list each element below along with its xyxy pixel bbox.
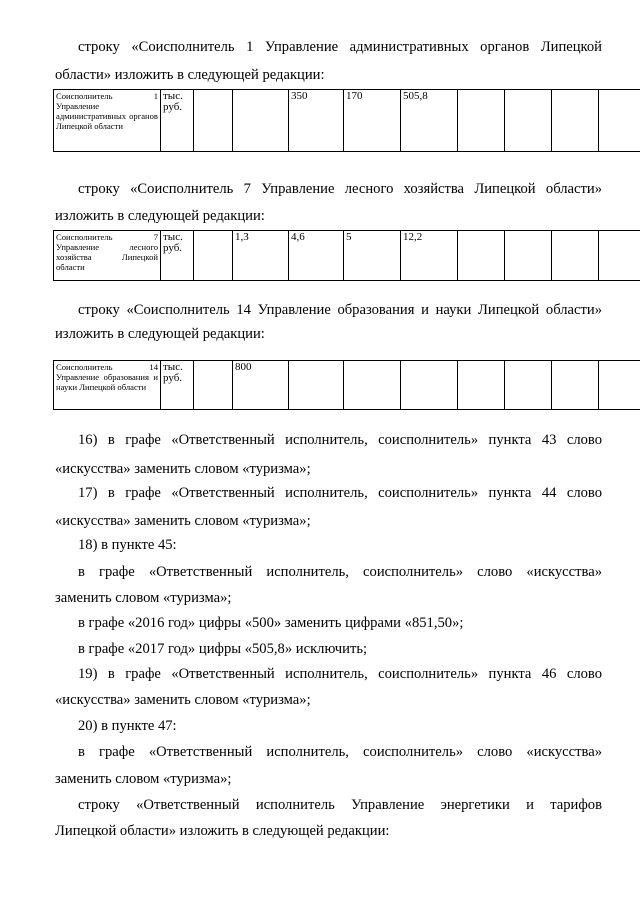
paragraph-line: «искусства» заменить словом «туризма»; (55, 513, 311, 529)
table-row (54, 90, 640, 152)
paragraph-line: 19) в графе «Ответственный исполнитель, соисполнитель» пункта 46 слово (78, 666, 602, 682)
value-cell (233, 90, 289, 152)
co-executor-number: 1 (153, 91, 158, 101)
co-executor-number: 14 (149, 362, 158, 372)
co-executor-cell (54, 231, 161, 281)
paragraph-line: 20) в пункте 47: (78, 718, 177, 734)
paragraph-line: строку «Соисполнитель 1 Управление административных органов Липецкой (78, 39, 602, 55)
value-cell (505, 361, 552, 410)
value-cell: 12,2 (401, 231, 458, 281)
value-cell: 170 (344, 90, 401, 152)
value-cell (552, 90, 599, 152)
value-cell (505, 231, 552, 281)
paragraph-line: в графе «2017 год» цифры «505,8» исключить; (78, 641, 368, 657)
table-row (54, 231, 640, 281)
unit-cell: тыс. руб. (161, 231, 194, 281)
value-cell (458, 231, 505, 281)
value-cell: 5 (344, 231, 401, 281)
table-row (54, 361, 640, 410)
value-cell (194, 90, 233, 152)
amendment-table (53, 360, 640, 410)
paragraph-line: строку «Ответственный исполнитель Управление энергетики и тарифов (78, 797, 602, 813)
co-executor-label: Соисполнитель (56, 362, 113, 372)
value-cell (289, 361, 344, 410)
value-cell (401, 361, 458, 410)
paragraph-line: «искусства» заменить словом «туризма»; (55, 692, 311, 708)
unit-cell: тыс. руб. (161, 361, 194, 410)
co-executor-name: Управление образования и науки Липецкой области (56, 372, 158, 392)
co-executor-name: Управление административных органов Липецкой области (56, 101, 158, 131)
value-cell: 4,6 (289, 231, 344, 281)
value-cell: 505,8 (401, 90, 458, 152)
co-executor-label: Соисполнитель (56, 232, 113, 242)
amendment-table (53, 230, 640, 281)
paragraph-line: строку «Соисполнитель 14 Управление образования и науки Липецкой области» (78, 302, 602, 318)
value-cell (599, 361, 640, 410)
paragraph-line: изложить в следующей редакции: (55, 326, 265, 342)
value-cell (599, 231, 640, 281)
co-executor-cell (54, 361, 161, 410)
value-cell: 1,3 (233, 231, 289, 281)
paragraph-line: в графе «Ответственный исполнитель, соисполнитель» слово «искусства» (78, 564, 602, 580)
paragraph-line: строку «Соисполнитель 7 Управление лесного хозяйства Липецкой области» (78, 181, 602, 197)
value-cell (458, 361, 505, 410)
paragraph-line: в графе «Ответственный исполнитель, соисполнитель» слово «искусства» (78, 744, 602, 760)
paragraph-line: 16) в графе «Ответственный исполнитель, соисполнитель» пункта 43 слово (78, 432, 602, 448)
paragraph-line: области» изложить в следующей редакции: (55, 67, 325, 83)
paragraph-line: заменить словом «туризма»; (55, 590, 232, 606)
paragraph-line: Липецкой области» изложить в следующей редакции: (55, 823, 390, 839)
paragraph-line: в графе «2016 год» цифры «500» заменить цифрами «851,50»; (78, 615, 464, 631)
value-cell (552, 231, 599, 281)
co-executor-name: Управление лесного хозяйства Липецкой области (56, 242, 158, 272)
paragraph-line: 18) в пункте 45: (78, 537, 177, 553)
value-cell: 800 (233, 361, 289, 410)
value-cell (344, 361, 401, 410)
co-executor-number: 7 (153, 232, 158, 242)
value-cell (458, 90, 505, 152)
paragraph-line: «искусства» заменить словом «туризма»; (55, 461, 311, 477)
value-cell (552, 361, 599, 410)
unit-cell: тыс. руб. (161, 90, 194, 152)
value-cell (599, 90, 640, 152)
co-executor-label: Соисполнитель (56, 91, 113, 101)
paragraph-line: 17) в графе «Ответственный исполнитель, соисполнитель» пункта 44 слово (78, 485, 602, 501)
value-cell (194, 361, 233, 410)
amendment-table (53, 89, 640, 152)
co-executor-cell (54, 90, 161, 152)
value-cell (194, 231, 233, 281)
paragraph-line: заменить словом «туризма»; (55, 771, 232, 787)
value-cell: 350 (289, 90, 344, 152)
paragraph-line: изложить в следующей редакции: (55, 208, 265, 224)
value-cell (505, 90, 552, 152)
